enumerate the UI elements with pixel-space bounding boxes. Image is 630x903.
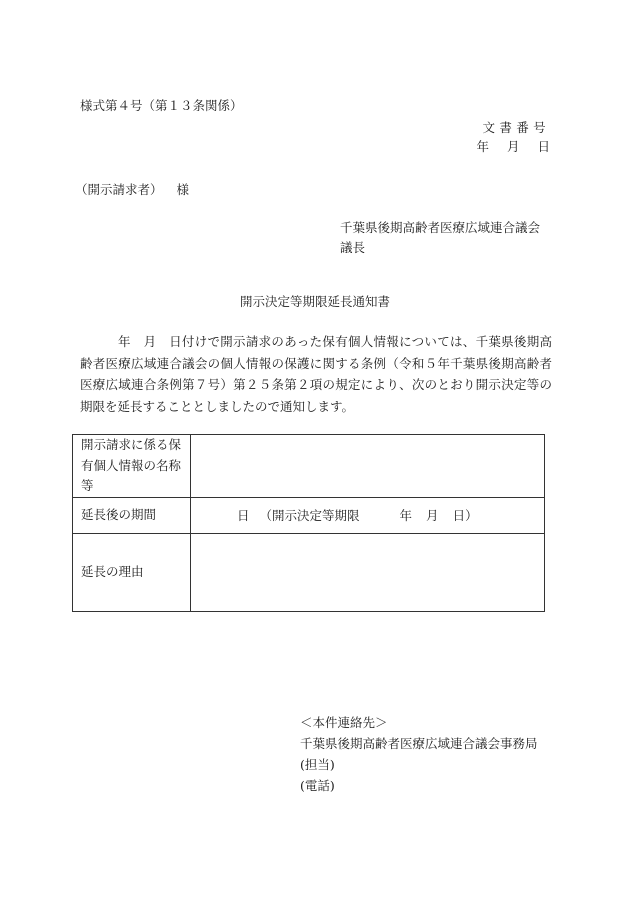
contact-heading: ＜本件連絡先＞ bbox=[300, 715, 388, 730]
contact-person: (担当) bbox=[300, 757, 335, 772]
document-date bbox=[458, 137, 550, 155]
extension-period-value bbox=[191, 497, 545, 533]
sender-title: 議長 bbox=[340, 240, 366, 255]
info-table bbox=[72, 434, 545, 612]
contact-block bbox=[300, 712, 538, 796]
period-deadline: （開示決定等期限 bbox=[259, 508, 360, 523]
table-row bbox=[73, 533, 545, 611]
form-number: 様式第４号（第１３条関係） bbox=[80, 98, 243, 113]
period-day-end: 日） bbox=[452, 508, 478, 523]
extension-reason-label: 延長の理由 bbox=[73, 533, 191, 611]
extension-reason-value bbox=[191, 533, 545, 611]
table-row bbox=[73, 497, 545, 533]
contact-office: 千葉県後期高齢者医療広域連合議会事務局 bbox=[300, 736, 538, 751]
body-text: 年 月 日付けで開示請求のあった保有個人情報については、千葉県後期高齢者医療広域連合議会の個人情報の保護に関する条例（令和５年千葉県後期高齢者医療広域連合条例第７号）第２５条第２項の規定により、次のとおり開示決定等の期限を延長することとしましたので通知します。 bbox=[80, 334, 552, 414]
addressee bbox=[75, 180, 189, 198]
date-year: 年 bbox=[476, 139, 489, 154]
info-name-label: 開示請求に係る保有個人情報の名称等 bbox=[73, 435, 191, 498]
sender-organization: 千葉県後期高齢者医療広域連合議会 bbox=[340, 220, 541, 235]
period-day: 日 bbox=[237, 508, 250, 523]
extension-period-label: 延長後の期間 bbox=[73, 497, 191, 533]
document-number: 文書番号 bbox=[482, 120, 550, 135]
date-day: 日 bbox=[537, 139, 550, 154]
contact-phone: (電話) bbox=[300, 778, 335, 793]
addressee-honorific: 様 bbox=[176, 182, 190, 197]
table-row bbox=[73, 435, 545, 498]
addressee-name: （開示請求者） bbox=[75, 182, 163, 197]
period-month: 月 bbox=[426, 508, 439, 523]
date-month: 月 bbox=[506, 139, 520, 154]
document-title: 開示決定等期限延長通知書 bbox=[239, 294, 390, 309]
info-name-value bbox=[191, 435, 545, 498]
period-year: 年 bbox=[399, 508, 413, 523]
